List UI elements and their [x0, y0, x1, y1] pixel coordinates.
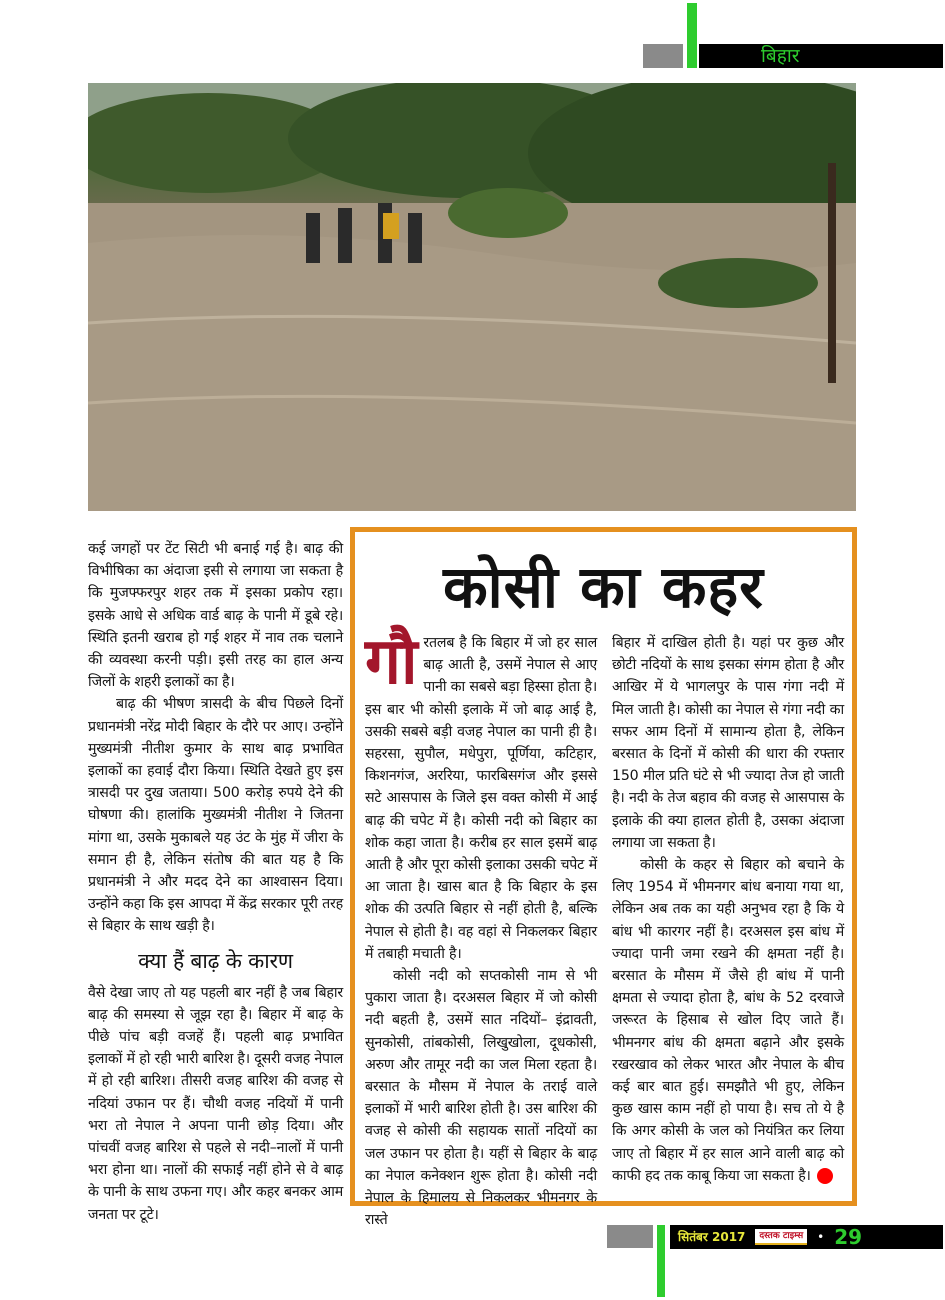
- page-number: 29: [834, 1225, 863, 1249]
- article-title: कोसी का कहर: [443, 553, 764, 621]
- end-mark-icon: [817, 1168, 833, 1184]
- header-green-bar: [687, 3, 697, 68]
- left-column: [88, 538, 343, 1226]
- magazine-logo: दस्तक टाइम्स: [755, 1229, 807, 1245]
- footer-gray-block: [607, 1225, 653, 1248]
- article-box: [350, 527, 857, 1229]
- article-column-1: [365, 625, 597, 1231]
- article-column-2: [612, 632, 844, 1187]
- flood-photo-illustration: [88, 83, 856, 511]
- bullet: •: [817, 1230, 825, 1244]
- footer-bar: [670, 1225, 943, 1249]
- paragraph: कई जगहों पर टेंट सिटी भी बनाई गई है। बाढ़ की विभीषिका का अंदाजा इसी से लगाया जा सकता है कि मुजफ्फरपुर शहर तक में इसका प्रकोप रहा। इसके आधे से अधिक वार्ड बाढ़ के पानी में डूबे रहे। स्थिति इतनी खराब हो गई शहर में नाव तक चलाने की व्यवस्था करनी पड़ी। इसी तरह का हाल अन्य जिलों के शहरी इलाकों का है।: [88, 541, 343, 691]
- paragraph: कोसी नदी को सप्तकोसी नाम से भी पुकारा जाता है। दरअसल बिहार में जो कोसी नदी बहती है, उसमें सात नदियों– इंद्रावती, सुनकोसी, तांबकोसी, लिखुखोला, दूधकोसी, अरुण और तामूर नदी का जल मिला रहता है। बरसात के मौसम में नेपाल के तराई वाले इलाकों में भारी बारिश होती है। उस बारिश की वजह से कोसी की सहायक सातों नदियों का जल उफान पर होता है। यहीं से बिहार के बाढ़ का नेपाल कनेक्शन शुरू होता है। कोसी नदी नेपाल के हिमालय से निकलकर भीमनगर के रास्ते: [365, 968, 597, 1229]
- paragraph: बिहार में दाखिल होती है। यहां पर कुछ और छोटी नदियों के साथ इसका संगम होता है और आखिर में ये भागलपुर के पास गंगा नदी में मिल जाती है। कोसी का नेपाल से गंगा नदी का सफर आम दिनों में सामान्य होता है, लेकिन बरसात के दिनों में कोसी की धारा की रफ्तार 150 मील प्रति घंटे से भी ज्यादा तेज हो जाती है। नदी के तेज बहाव की वजह से आसपास के इलाके की क्या हालत होती है, उसका अंदाजा लगाया जा सकता है।: [612, 635, 844, 851]
- paragraph: रतलब है कि बिहार में जो हर साल बाढ़ आती है, उसमें नेपाल से आए पानी का सबसे बड़ा हिस्सा होता है। इस बार भी कोसी इलाके में जो बाढ़ आई है, उसकी सबसे बड़ी वजह नेपाल का पानी ही है। सहरसा, सुपौल, मधेपुरा, पूर्णिया, कटिहार, किशनगंज, अररिया, फारबिसगंज और इससे सटे आसपास के जिले इस वक्त कोसी में आई बाढ़ की चपेट में है। कोसी नदी को बिहार का शोक कहा जाता है। करीब हर साल इसमें बाढ़ आती है और पूरा कोसी इलाका उसकी चपेट में आ जाता है। खास बात है कि बिहार के इस शोक की उत्पति बिहार से नहीं होती है, बल्कि नेपाल से होती है। वह वहां से निकलकर बिहार में तबाही मचाती है।: [365, 635, 597, 962]
- paragraph: कोसी के कहर से बिहार को बचाने के लिए 1954 में भीमनगर बांध बनाया गया था, लेकिन अब तक का यही अनुभव रहा है कि ये बांध भी कारगर नहीं है। दरअसल इस बांध में ज्यादा पानी जमा रखने की क्षमता नहीं है। बरसात के मौसम में जैसे ही बांध में पानी क्षमता से ज्यादा होता है, बांध के 52 दरवाजे जरूरत के हिसाब से खोल दिए जाते हैं। भीमनगर बांध की क्षमता बढ़ाने और इसके रखरखाव को लेकर भारत और नेपाल के बीच कई बार बात हुई। समझौते भी हुए, लेकिन कुछ खास काम नहीं हो पाया है। सच तो ये है कि अगर कोसी के जल को नियंत्रित कर लिया जाए तो बिहार में हर साल आने वाली बाढ़ को काफी हद तक काबू किया जा सकता है।: [612, 857, 844, 1184]
- section-label: बिहार: [699, 44, 943, 68]
- flood-photo: [88, 83, 856, 511]
- paragraph: वैसे देखा जाए तो यह पहली बार नहीं है जब बिहार बाढ़ की समस्या से जूझ रहा है। बिहार में बाढ़ के पीछे पांच बड़ी वजहें हैं। पहली बाढ़ प्रभावित इलाकों में हो रही भारी बारिश है। दूसरी वजह नेपाल में हो रही बारिश। तीसरी वजह बारिश की वजह से नदियां उफान पर हैं। चौथी वजह नदियों में पानी भरा तो नेपाल ने अपना पानी छोड़ दिया। और पांचवीं वजह बारिश से पहले से नदी–नालों में पानी भरा होना था। नालों की सफाई नहीं होने से वे बाढ़ के पानी के साथ उफना गए। और कहर बनकर आम जनता पर टूटे।: [88, 984, 343, 1223]
- paragraph: बाढ़ की भीषण त्रासदी के बीच पिछले दिनों प्रधानमंत्री नरेंद्र मोदी बिहार के दौरे पर आए। उन्होंने मुख्यमंत्री नीतीश कुमार के साथ बाढ़ प्रभावित इलाकों का हवाई दौरा किया। स्थिति देखते हुए इस त्रासदी पर दुख जताया। 500 करोड़ रुपये देने की घोषणा की। हालांकि मुख्यमंत्री नीतीश ने जितना मांगा था, उसके मुकाबले यह उंट के मुंह में जीरा के समान ही है, लेकिन संतोष की बात यह है कि प्रधानमंत्री ने और मदद देने का आश्वासन दिया। उन्होंने कहा कि इस आपदा में केंद्र सरकार पूरी तरह से बिहार के साथ खड़ी है।: [88, 696, 343, 935]
- subheading: क्या हैं बाढ़ के कारण: [138, 948, 293, 973]
- footer-green-bar: [657, 1225, 665, 1297]
- issue-date: सितंबर 2017: [678, 1230, 746, 1244]
- header-gray-block: [643, 44, 683, 68]
- drop-cap: गौ: [365, 625, 418, 699]
